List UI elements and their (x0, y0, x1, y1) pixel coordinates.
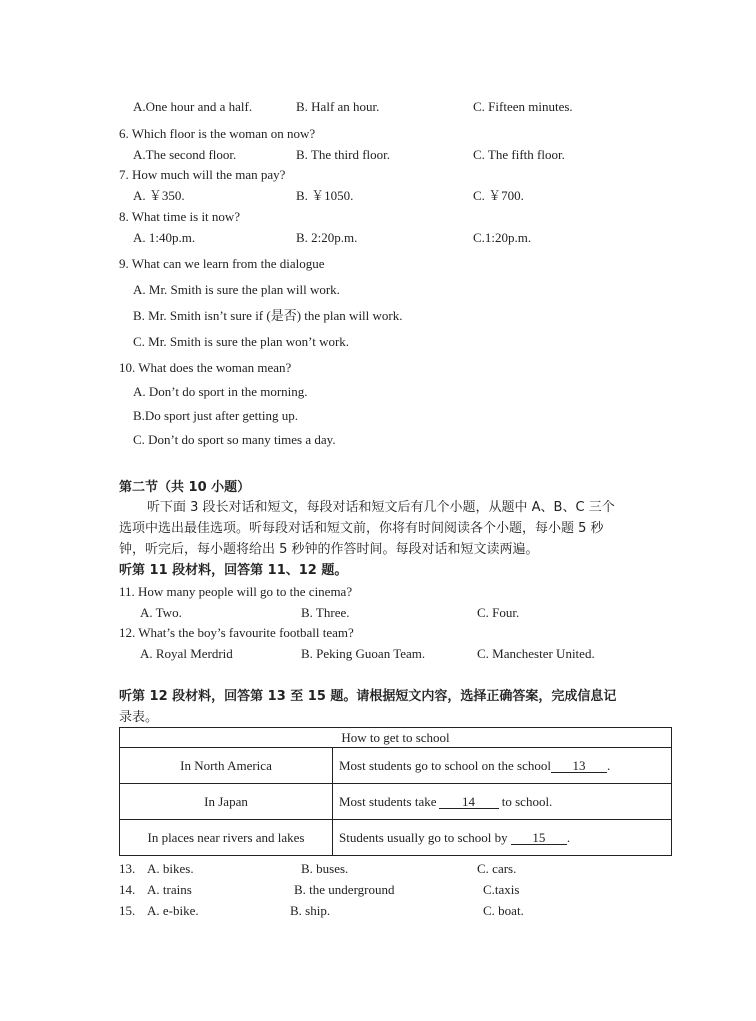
info-table-text: Most students take (339, 793, 437, 809)
info-table-row (120, 784, 672, 820)
q10-option-c: C. Don’t do sport so many times a day. (133, 432, 336, 447)
blank-14: 14 (439, 795, 499, 809)
blank-13: 13 (551, 759, 607, 773)
q10-option-a: A. Don’t do sport in the morning. (133, 384, 308, 399)
q13-option-b: B. buses. (301, 861, 349, 876)
q11-question: 11. How many people will go to the cinema? (119, 584, 353, 599)
q8-option-a: A. 1:40p.m. (133, 230, 196, 245)
q5-option-b: B. Half an hour. (296, 99, 380, 114)
q9-question: 9. What can we learn from the dialogue (119, 256, 325, 271)
material12-heading-line1: 听第 12 段材料，回答第 13 至 15 题。请根据短文内容，选择正确答案，完成信息记 (119, 689, 617, 704)
q6-question: 6. Which floor is the woman on now? (119, 126, 316, 141)
info-table-place: In Japan (120, 784, 333, 820)
q9-option-a: A. Mr. Smith is sure the plan will work. (133, 282, 340, 297)
q11-option-c: C. Four. (477, 605, 520, 620)
blank-15: 15 (511, 831, 567, 845)
info-table-text: . (606, 757, 611, 773)
q10-option-b: B.Do sport just after getting up. (133, 408, 299, 423)
q12-option-a: A. Royal Merdrid (140, 646, 233, 661)
q15-option-b: B. ship. (290, 903, 331, 918)
q11-option-a: A. Two. (140, 605, 182, 620)
q13-number: 13. (119, 861, 136, 876)
material12-heading-line2: 录表。 (119, 710, 159, 725)
q6-option-b: B. The third floor. (296, 147, 391, 162)
q7-question: 7. How much will the man pay? (119, 167, 286, 182)
q9-option-b: B. Mr. Smith isn’t sure if (是否) the plan will work. (133, 308, 403, 323)
q14-number: 14. (119, 882, 136, 897)
q7-option-c: C. ￥700. (473, 188, 524, 203)
q7-option-b: B. ￥1050. (296, 188, 354, 203)
info-table-title: How to get to school (120, 728, 672, 748)
q15-option-c: C. boat. (483, 903, 524, 918)
info-table-answer-cell (333, 820, 672, 856)
q11-option-b: B. Three. (301, 605, 350, 620)
info-table-text: Students usually go to school by (339, 829, 511, 845)
info-table (119, 727, 672, 856)
info-table-answer-cell (333, 748, 672, 784)
info-table-row (120, 748, 672, 784)
q9-option-c: C. Mr. Smith is sure the plan won’t work. (133, 334, 350, 349)
q13-option-c: C. cars. (477, 861, 517, 876)
section2-instruction-line3: 钟，听完后，每小题将给出 5 秒钟的作答时间。每段对话和短文读两遍。 (119, 542, 539, 557)
info-table-header-row (120, 728, 672, 748)
q15-number: 15. (119, 903, 136, 918)
info-table-place: In places near rivers and lakes (120, 820, 333, 856)
q8-option-c: C.1:20p.m. (473, 230, 532, 245)
q14-option-b: B. the underground (294, 882, 395, 897)
q14-option-c: C.taxis (483, 882, 520, 897)
section2-instruction-line1: 听下面 3 段长对话和短文，每段对话和短文后有几个小题，从题中 A、B、C 三个 (147, 500, 615, 515)
section2-title: 第二节（共 10 小题） (119, 480, 251, 495)
q5-option-a: A.One hour and a half. (133, 99, 253, 114)
info-table-text: to school. (498, 793, 553, 809)
q7-option-a: A. ￥350. (133, 188, 185, 203)
section2-instruction-line2: 选项中选出最佳选项。听每段对话和短文前，你将有时间阅读各个小题，每小题 5 秒 (119, 521, 604, 536)
info-table-row (120, 820, 672, 856)
info-table-text: . (566, 829, 571, 845)
q6-option-c: C. The fifth floor. (473, 147, 565, 162)
material11-heading: 听第 11 段材料，回答第 11、12 题。 (119, 563, 348, 578)
q8-question: 8. What time is it now? (119, 209, 241, 224)
q12-question: 12. What’s the boy’s favourite football team? (119, 625, 354, 640)
q5-option-c: C. Fifteen minutes. (473, 99, 573, 114)
q10-question: 10. What does the woman mean? (119, 360, 292, 375)
q15-option-a: A. e-bike. (147, 903, 199, 918)
q13-option-a: A. bikes. (147, 861, 194, 876)
q8-option-b: B. 2:20p.m. (296, 230, 358, 245)
q14-option-a: A. trains (147, 882, 192, 897)
q12-option-c: C. Manchester United. (477, 646, 595, 661)
info-table-place: In North America (120, 748, 333, 784)
q12-option-b: B. Peking Guoan Team. (301, 646, 426, 661)
info-table-answer-cell (333, 784, 672, 820)
q6-option-a: A.The second floor. (133, 147, 237, 162)
info-table-text: Most students go to school on the school (339, 757, 551, 773)
